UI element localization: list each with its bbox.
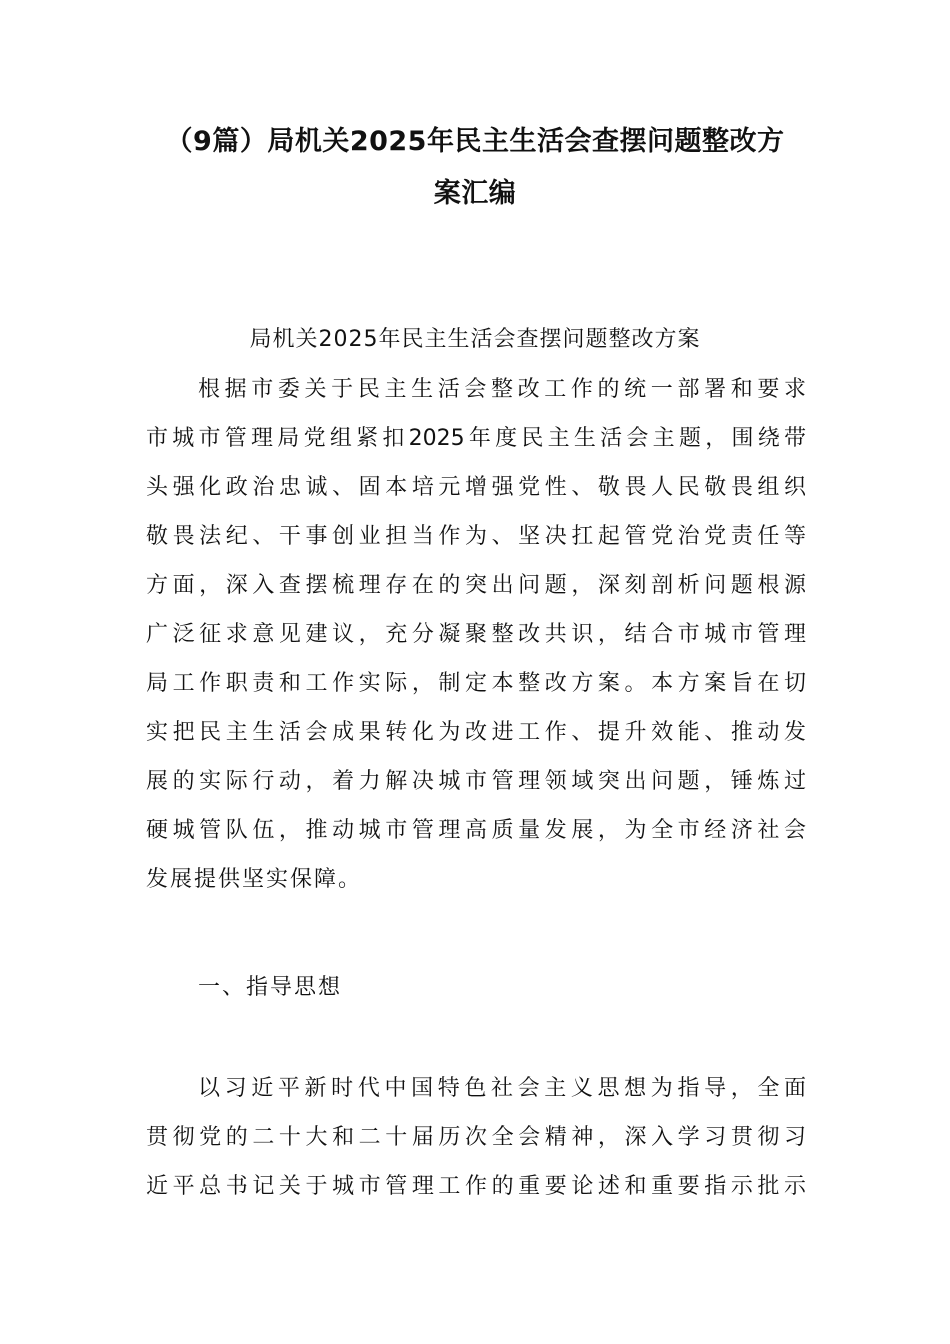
paragraph-line: 局工作职责和工作实际，制定本整改方案。本方案旨在切 — [146, 671, 806, 696]
paragraph-line: 头强化政治忠诚、固本培元增强党性、敬畏人民敬畏组织 — [146, 475, 806, 500]
document-title-line-1: （9篇）局机关2025年民主生活会查摆问题整改方 — [165, 126, 785, 157]
paragraph-line: 贯彻党的二十大和二十届历次全会精神，深入学习贯彻习 — [146, 1125, 806, 1150]
paragraph-line: 根据市委关于民主生活会整改工作的统一部署和要求 — [198, 377, 806, 402]
paragraph-line: 市城市管理局党组紧扣2025年度民主生活会主题，围绕带 — [146, 426, 806, 451]
paragraph-line: 以习近平新时代中国特色社会主义思想为指导，全面 — [198, 1076, 806, 1101]
paragraph-line: 敬畏法纪、干事创业担当作为、坚决扛起管党治党责任等 — [146, 524, 806, 549]
paragraph-line: 硬城管队伍，推动城市管理高质量发展，为全市经济社会 — [146, 818, 806, 843]
paragraph-line: 发展提供坚实保障。 — [146, 867, 363, 892]
section-title: 局机关2025年民主生活会查摆问题整改方案 — [249, 327, 701, 352]
paragraph-line: 广泛征求意见建议，充分凝聚整改共识，结合市城市管理 — [146, 622, 806, 647]
document-title-line-2: 案汇编 — [433, 178, 517, 209]
paragraph-line: 实把民主生活会成果转化为改进工作、提升效能、推动发 — [146, 720, 806, 745]
heading-guiding-ideology: 一、指导思想 — [198, 975, 343, 1000]
paragraph-line: 展的实际行动，着力解决城市管理领域突出问题，锤炼过 — [146, 769, 806, 794]
paragraph-line: 近平总书记关于城市管理工作的重要论述和重要指示批示 — [146, 1174, 806, 1199]
paragraph-line: 方面，深入查摆梳理存在的突出问题，深刻剖析问题根源 — [146, 573, 806, 598]
